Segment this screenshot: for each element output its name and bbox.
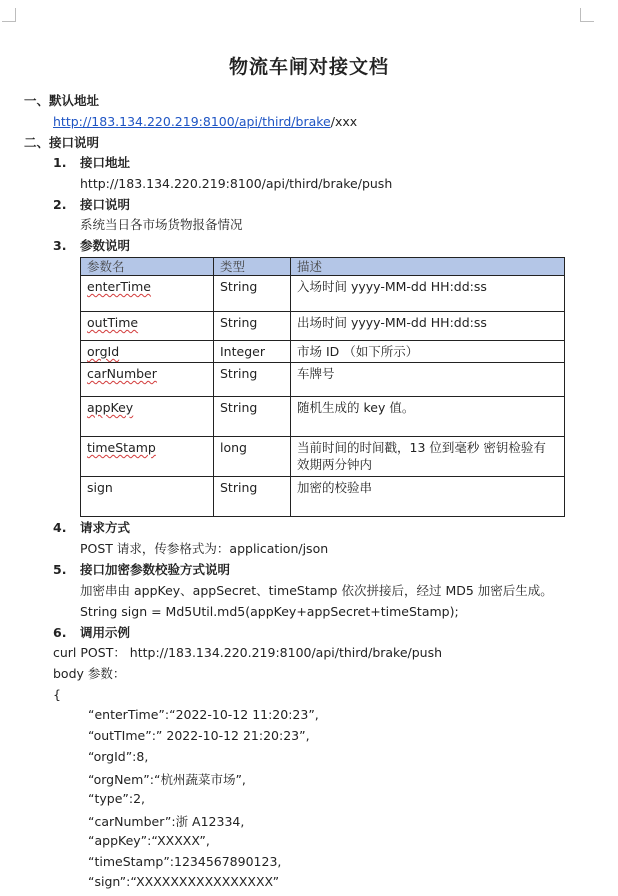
param-type: long	[214, 437, 291, 477]
param-type: String	[214, 276, 291, 312]
body-line: “enterTime”:“2022-10-12 11:20:23”,	[88, 707, 319, 722]
default-address-line	[53, 114, 357, 130]
param-name: orgId	[81, 341, 214, 363]
param-name: enterTime	[81, 276, 214, 312]
param-desc: 入场时间 yyyy-MM-dd HH:dd:ss	[291, 276, 565, 312]
body-line: “appKey”:“XXXXX”,	[88, 833, 210, 848]
param-type: String	[214, 397, 291, 437]
request-method-text: POST 请求，传参格式为：application/json	[80, 541, 329, 556]
crop-mark-top-left-h	[2, 21, 16, 22]
param-desc: 加密的校验串	[291, 477, 565, 517]
body-line: “carNumber”:浙 A12334,	[88, 814, 245, 829]
body-label: body 参数：	[53, 666, 126, 681]
param-type: String	[214, 312, 291, 341]
param-desc: 当前时间的时间戳，13 位到毫秒 密钥检验有效期两分钟内	[291, 437, 565, 477]
body-line: “sign”:“XXXXXXXXXXXXXXXX”	[88, 874, 280, 889]
default-address-suffix: /xxx	[330, 114, 358, 129]
param-type: String	[214, 363, 291, 397]
table-row	[81, 363, 565, 397]
table-row	[81, 397, 565, 437]
param-name: timeStamp	[81, 437, 214, 477]
interface-address-text: http://183.134.220.219:8100/api/third/brake/push	[80, 176, 393, 191]
item-title-interface-address: 接口地址	[80, 155, 131, 170]
table-row	[81, 276, 565, 312]
item-title-encryption: 接口加密参数校验方式说明	[80, 562, 231, 577]
body-open-brace: {	[53, 687, 61, 702]
param-desc: 市场 ID （如下所示）	[291, 341, 565, 363]
crop-mark-top-right-h	[580, 21, 594, 22]
body-line: “orgNem”:“杭州蔬菜市场”,	[88, 772, 246, 787]
params-table	[80, 257, 565, 517]
section-heading-default-address: 一、默认地址	[24, 93, 100, 108]
table-row	[81, 312, 565, 341]
header-type: 类型	[214, 258, 291, 276]
item-number-5: 5.	[53, 562, 67, 577]
param-name: carNumber	[81, 363, 214, 397]
item-number-1: 1.	[53, 155, 67, 170]
default-address-link[interactable]: http://183.134.220.219:8100/api/third/brake	[53, 114, 331, 129]
crop-mark-top-right-v	[580, 8, 581, 22]
item-title-request-method: 请求方式	[80, 520, 131, 535]
header-description: 描述	[291, 258, 565, 276]
item-number-4: 4.	[53, 520, 67, 535]
table-row	[81, 341, 565, 363]
param-desc: 随机生成的 key 值。	[291, 397, 565, 437]
encryption-text-1: 加密串由 appKey、appSecret、timeStamp 依次拼接后，经过 MD5 加密后生成。	[80, 583, 553, 598]
param-desc: 出场时间 yyyy-MM-dd HH:dd:ss	[291, 312, 565, 341]
table-row	[81, 437, 565, 477]
curl-line: curl POST： http://183.134.220.219:8100/api/third/brake/push	[53, 645, 443, 660]
encryption-text-2: String sign = Md5Util.md5(appKey+appSecret+timeStamp);	[80, 604, 459, 619]
params-table-header	[81, 258, 565, 276]
item-number-2: 2.	[53, 197, 67, 212]
param-name: outTime	[81, 312, 214, 341]
table-row	[81, 477, 565, 517]
param-type: String	[214, 477, 291, 517]
interface-desc-text: 系统当日各市场货物报备情况	[80, 217, 243, 232]
crop-mark-top-left-v	[15, 8, 16, 22]
item-title-interface-desc: 接口说明	[80, 197, 131, 212]
item-title-example: 调用示例	[80, 625, 131, 640]
param-name: appKey	[81, 397, 214, 437]
section-heading-interface: 二、接口说明	[24, 135, 100, 150]
param-desc: 车牌号	[291, 363, 565, 397]
body-line: “orgId”:8,	[88, 749, 149, 764]
item-title-params: 参数说明	[80, 238, 131, 253]
param-name: sign	[81, 477, 214, 517]
body-line: “outTIme”:” 2022-10-12 21:20:23”,	[88, 728, 310, 743]
param-type: Integer	[214, 341, 291, 363]
document-title: 物流车闸对接文档	[228, 56, 389, 78]
item-number-6: 6.	[53, 625, 67, 640]
item-number-3: 3.	[53, 238, 67, 253]
header-param-name: 参数名	[81, 258, 214, 276]
body-line: “timeStamp”:1234567890123,	[88, 854, 282, 869]
body-line: “type”:2,	[88, 791, 146, 806]
